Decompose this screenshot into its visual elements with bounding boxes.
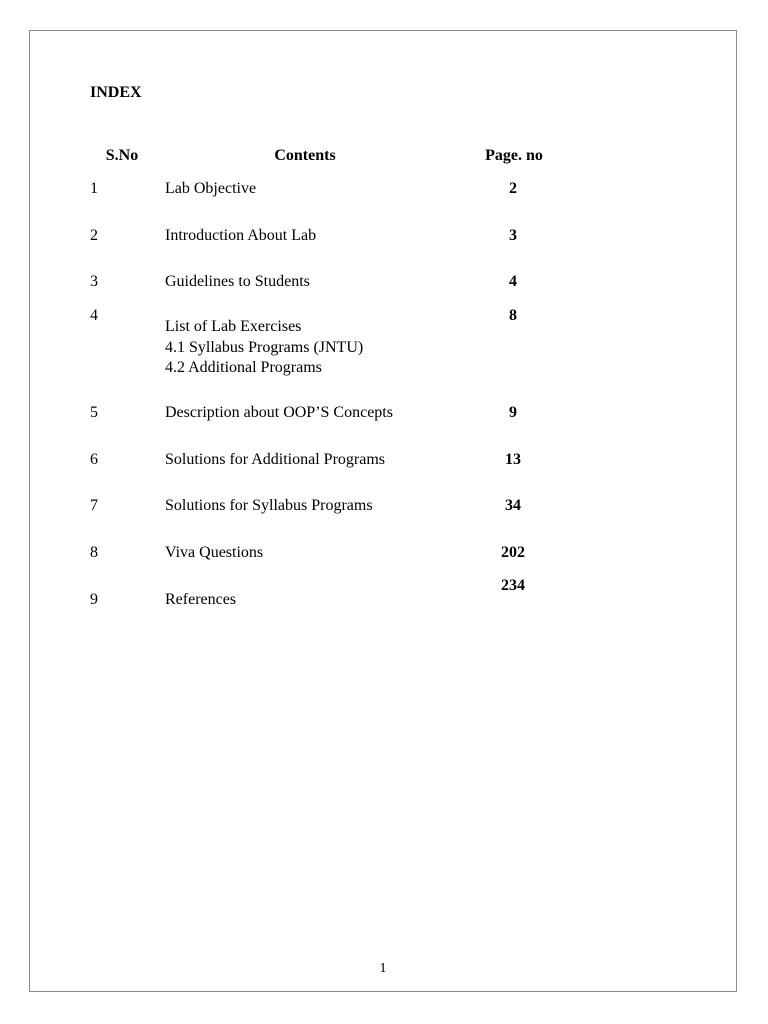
row-3-content: Guidelines to Students — [165, 273, 310, 290]
row-4-page: 8 — [509, 307, 517, 324]
row-4-sno: 4 — [90, 307, 98, 324]
row-2-sno: 2 — [90, 227, 98, 244]
row-5-page: 9 — [509, 404, 517, 421]
row-5-content: Description about OOP’S Concepts — [165, 404, 393, 421]
page-number: 1 — [379, 961, 387, 976]
row-9-content: References — [165, 591, 237, 608]
index-title: INDEX — [90, 84, 142, 101]
row-6-sno: 6 — [90, 451, 98, 468]
row-4-content-line-3: 4.2 Additional Programs — [165, 359, 322, 376]
row-7-page: 34 — [505, 497, 521, 514]
page-border — [29, 30, 737, 992]
row-6-page: 13 — [505, 451, 521, 468]
row-8-content: Viva Questions — [165, 544, 264, 561]
row-3-page: 4 — [509, 273, 517, 290]
row-4-content-line-1: List of Lab Exercises — [165, 318, 302, 335]
row-8-page: 202 — [501, 544, 525, 561]
row-8-sno: 8 — [90, 544, 98, 561]
header-sno: S.No — [105, 147, 139, 164]
row-9-page: 234 — [501, 577, 525, 594]
row-4-content-line-2: 4.1 Syllabus Programs (JNTU) — [165, 339, 364, 356]
header-contents: Contents — [274, 147, 336, 164]
row-5-sno: 5 — [90, 404, 98, 421]
row-6-content: Solutions for Additional Programs — [165, 451, 385, 468]
row-3-sno: 3 — [90, 273, 98, 290]
row-7-content: Solutions for Syllabus Programs — [165, 497, 373, 514]
row-2-page: 3 — [509, 227, 517, 244]
row-2-content: Introduction About Lab — [165, 227, 317, 244]
row-9-sno: 9 — [90, 591, 98, 608]
row-1-sno: 1 — [90, 180, 98, 197]
header-page-no: Page. no — [485, 147, 543, 164]
row-1-page: 2 — [509, 180, 517, 197]
row-7-sno: 7 — [90, 497, 98, 514]
row-1-content: Lab Objective — [165, 180, 257, 197]
